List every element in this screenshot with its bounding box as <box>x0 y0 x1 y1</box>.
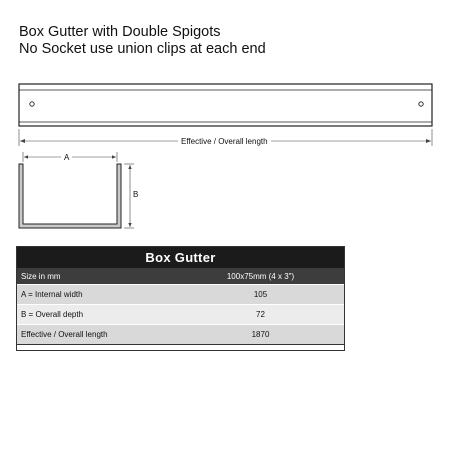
row-value: 72 <box>176 305 345 325</box>
spec-table <box>16 246 345 345</box>
arrow-right <box>426 139 431 143</box>
row-value: 105 <box>176 285 345 305</box>
row-label: B = Overall depth <box>16 305 176 325</box>
fixing-hole-left <box>30 102 34 106</box>
subheader-label: Size in mm <box>16 268 176 285</box>
row-label: A = Internal width <box>16 285 176 305</box>
title-line-1: Box Gutter with Double Spigots <box>19 24 221 40</box>
table-row <box>16 325 345 345</box>
subheader-value: 100x75mm (4 x 3") <box>176 268 345 285</box>
arrow-left <box>20 139 25 143</box>
gutter-elevation <box>19 84 432 126</box>
table-row <box>16 305 345 325</box>
row-label: Effective / Overall length <box>16 325 176 345</box>
depth-label-b: B <box>133 190 139 199</box>
width-label-a: A <box>61 153 72 162</box>
gutter-profile <box>19 164 121 228</box>
table-subheader-row <box>16 268 345 285</box>
gutter-cross-section <box>19 164 121 228</box>
fixing-hole-right <box>419 102 423 106</box>
table-row <box>16 285 345 305</box>
table-heading: Box Gutter <box>16 246 345 268</box>
title-line-2: No Socket use union clips at each end <box>19 41 266 57</box>
row-value: 1870 <box>176 325 345 345</box>
length-label: Effective / Overall length <box>178 137 271 146</box>
